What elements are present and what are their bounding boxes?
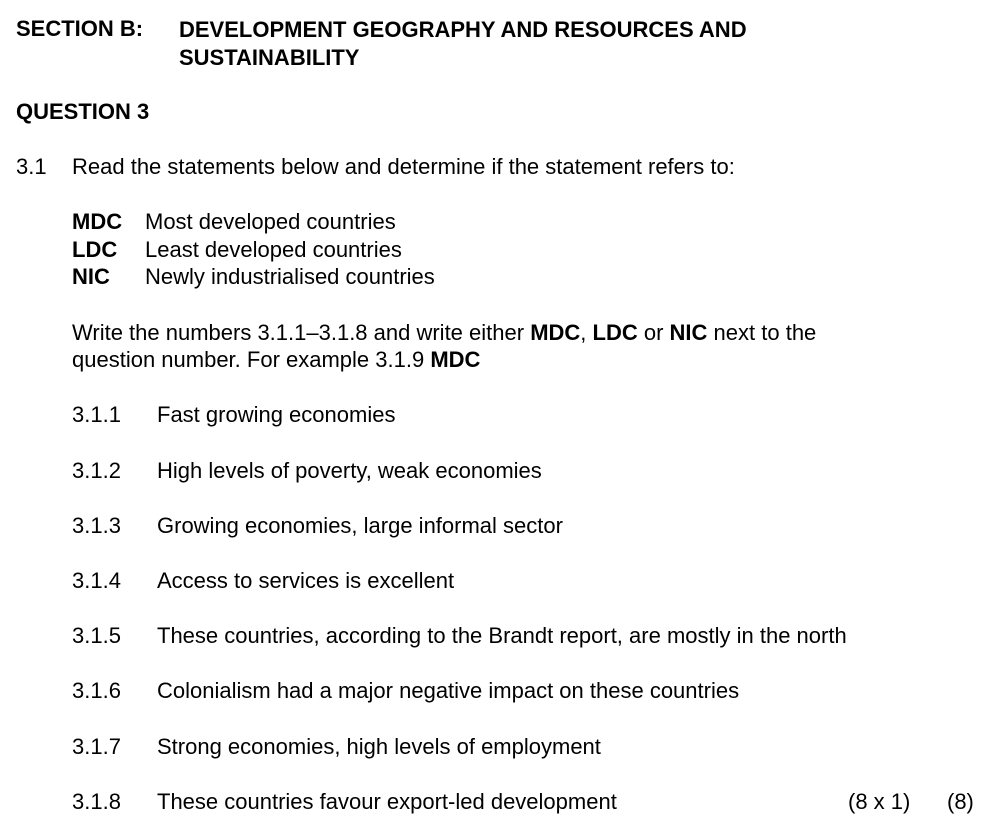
write-instruction-line1: [72, 320, 816, 346]
section-label: SECTION B:: [16, 16, 144, 41]
item-number: 3.1.5: [72, 623, 121, 648]
question-title: QUESTION 3: [16, 99, 150, 124]
section-title: DEVELOPMENT GEOGRAPHY AND RESOURCES AND SUSTAINABILITY: [179, 17, 747, 70]
item-number: 3.1.8: [72, 789, 121, 814]
item-text: Access to services is excellent: [157, 568, 455, 593]
code-nic: NIC: [669, 320, 708, 345]
item-number: 3.1.6: [72, 678, 121, 703]
legend-description: Newly industrialised countries: [145, 264, 435, 289]
item-text: Colonialism had a major negative impact on these countries: [157, 678, 740, 703]
legend-code: LDC: [72, 237, 118, 262]
question-number: 3.1: [16, 154, 47, 179]
separator-or: or: [637, 320, 670, 345]
item-number: 3.1.4: [72, 568, 121, 593]
item-number: 3.1.1: [72, 402, 121, 427]
item-text: Strong economies, high levels of employment: [157, 734, 601, 759]
code-ldc: LDC: [592, 320, 638, 345]
separator-comma: ,: [580, 320, 593, 345]
item-text: Growing economies, large informal sector: [157, 513, 563, 538]
write-instruction-line2: [72, 347, 480, 373]
item-number: 3.1.2: [72, 458, 121, 483]
write-instruction-text: question number. For example 3.1.9: [72, 347, 431, 372]
item-number: 3.1.7: [72, 734, 121, 759]
code-mdc: MDC: [530, 320, 581, 345]
marks-calculation: (8 x 1): [848, 789, 911, 814]
example-code: MDC: [430, 347, 481, 372]
item-text: Fast growing economies: [157, 402, 396, 427]
item-number: 3.1.3: [72, 513, 121, 538]
item-text: These countries, according to the Brandt report, are mostly in the north: [157, 623, 847, 648]
legend-code: NIC: [72, 264, 110, 289]
question-instruction: Read the statements below and determine if the statement refers to:: [72, 154, 735, 179]
legend-code: MDC: [72, 209, 123, 234]
legend-description: Most developed countries: [145, 209, 396, 234]
write-instruction-text: next to the: [707, 320, 817, 345]
write-instruction-text: Write the numbers 3.1.1–3.1.8 and write either: [72, 320, 531, 345]
legend-description: Least developed countries: [145, 237, 402, 262]
item-text: High levels of poverty, weak economies: [157, 458, 542, 483]
marks-total: (8): [947, 789, 974, 814]
item-text: These countries favour export-led development: [157, 789, 617, 814]
